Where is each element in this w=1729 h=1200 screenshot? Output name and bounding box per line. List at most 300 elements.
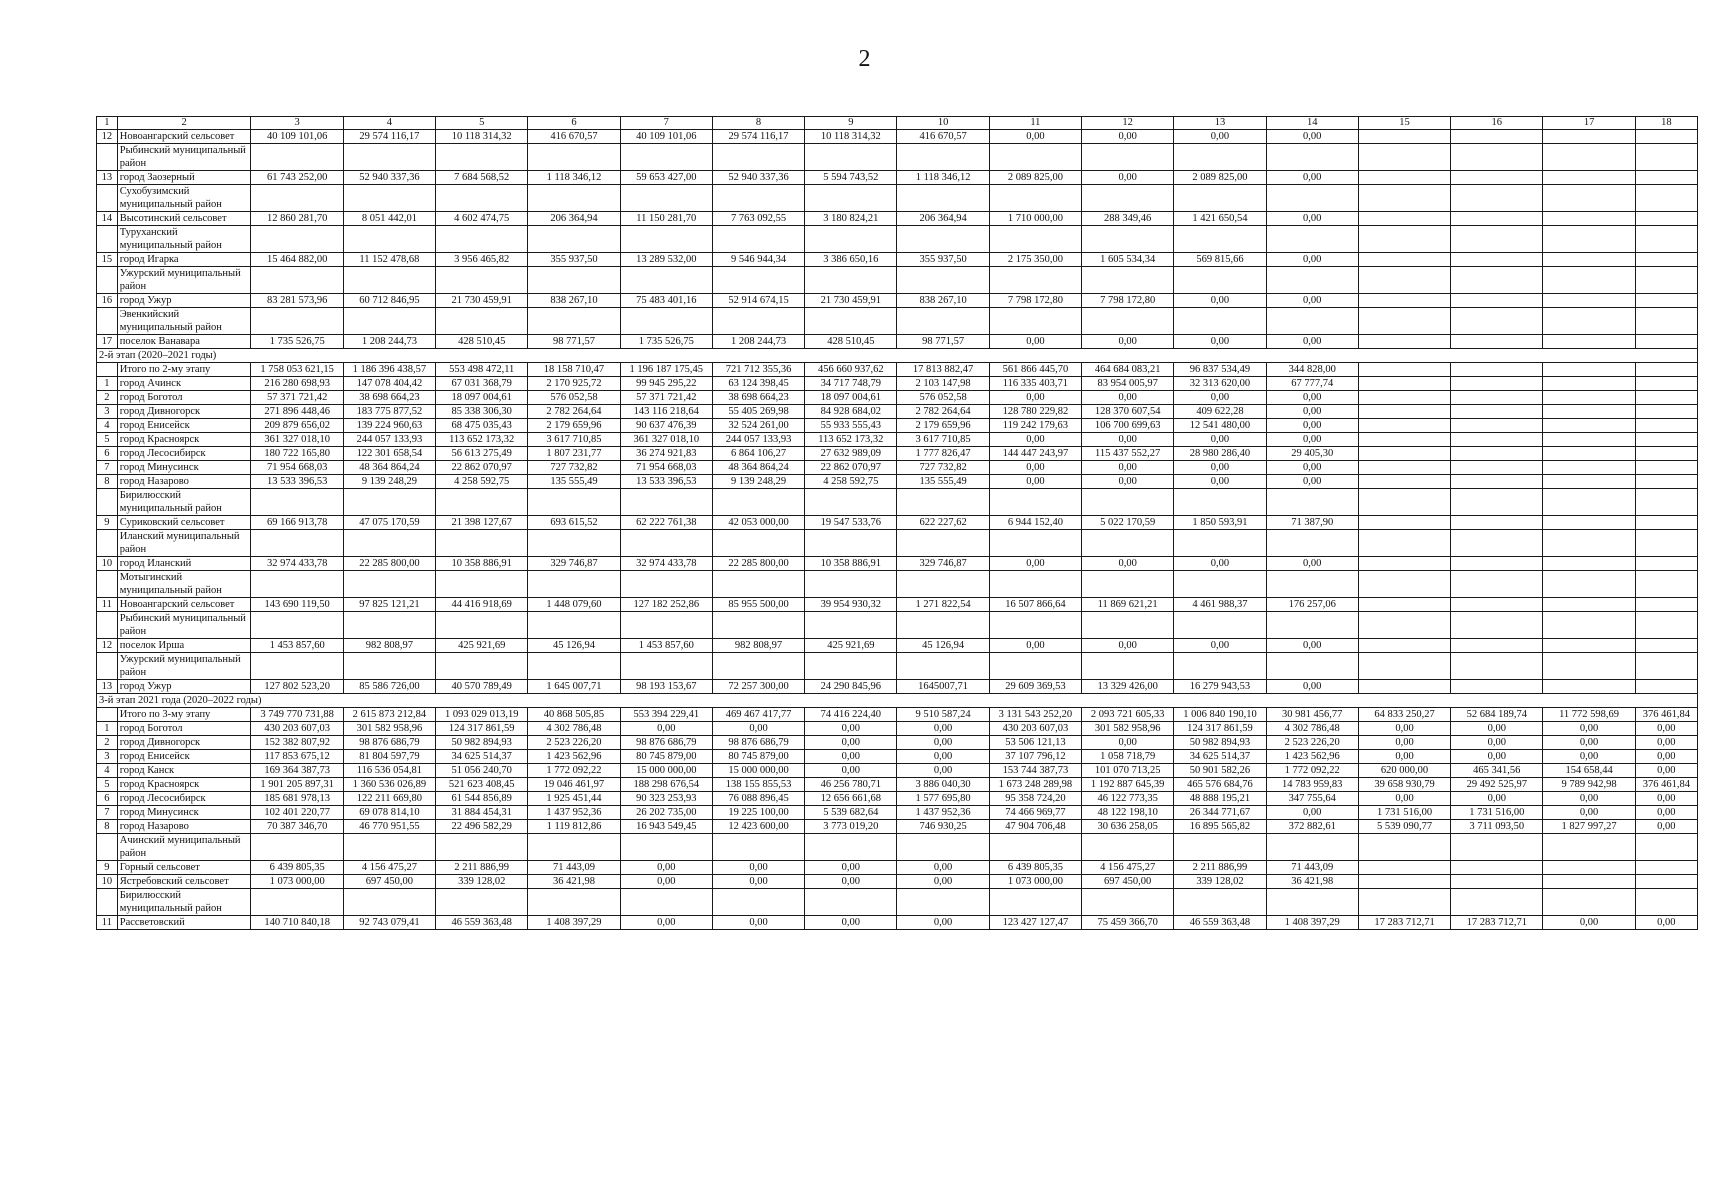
value-cell: 84 928 684,02: [805, 405, 897, 419]
value-cell: [1543, 557, 1635, 571]
district-header-row: [97, 571, 1698, 598]
value-cell: 122 211 669,80: [343, 792, 435, 806]
header-cell: 8: [712, 117, 804, 130]
value-cell: 169 364 387,73: [251, 764, 343, 778]
value-cell: 1 901 205 897,31: [251, 778, 343, 792]
municipality-name-cell: Ястребовский сельсовет: [117, 875, 251, 889]
empty-cell: [528, 489, 620, 516]
value-cell: 0,00: [712, 861, 804, 875]
row-number-cell: [97, 530, 118, 557]
value-cell: 0,00: [1543, 750, 1635, 764]
value-cell: [1358, 433, 1450, 447]
empty-cell: [897, 530, 989, 557]
table-row: [97, 130, 1698, 144]
empty-cell: [436, 889, 528, 916]
empty-cell: [1266, 889, 1358, 916]
value-cell: 0,00: [897, 750, 989, 764]
header-cell: 15: [1358, 117, 1450, 130]
value-cell: 469 467 417,77: [712, 708, 804, 722]
value-cell: 301 582 958,96: [1082, 722, 1174, 736]
value-cell: 50 982 894,93: [436, 736, 528, 750]
value-cell: 96 837 534,49: [1174, 363, 1266, 377]
value-cell: 29 492 525,97: [1451, 778, 1543, 792]
empty-cell: [528, 226, 620, 253]
empty-cell: [989, 571, 1081, 598]
value-cell: 1 208 244,73: [343, 335, 435, 349]
value-cell: 2 211 886,99: [436, 861, 528, 875]
empty-cell: [989, 185, 1081, 212]
value-cell: [1635, 335, 1697, 349]
value-cell: 1645007,71: [897, 680, 989, 694]
header-cell: 18: [1635, 117, 1697, 130]
row-number-cell: 15: [97, 253, 118, 267]
empty-cell: [620, 185, 712, 212]
empty-cell: [1082, 267, 1174, 294]
value-cell: [1451, 419, 1543, 433]
value-cell: 5 022 170,59: [1082, 516, 1174, 530]
value-cell: 188 298 676,54: [620, 778, 712, 792]
value-cell: 409 622,28: [1174, 405, 1266, 419]
value-cell: 22 862 070,97: [805, 461, 897, 475]
empty-cell: [620, 308, 712, 335]
empty-cell: [1082, 889, 1174, 916]
header-cell: 12: [1082, 117, 1174, 130]
value-cell: 2 782 264,64: [897, 405, 989, 419]
value-cell: 46 559 363,48: [1174, 916, 1266, 930]
value-cell: 6 439 805,35: [251, 861, 343, 875]
empty-cell: [528, 889, 620, 916]
stage-row: [97, 349, 1698, 363]
value-cell: [1543, 391, 1635, 405]
table-row: [97, 253, 1698, 267]
municipality-name-cell: Итого по 2-му этапу: [117, 363, 251, 377]
value-cell: 553 394 229,41: [620, 708, 712, 722]
value-cell: 10 118 314,32: [436, 130, 528, 144]
empty-cell: [343, 308, 435, 335]
value-cell: [1635, 377, 1697, 391]
municipality-name-cell: поселок Ванавара: [117, 335, 251, 349]
empty-cell: [251, 653, 343, 680]
value-cell: 0,00: [1635, 764, 1697, 778]
value-cell: 347 755,64: [1266, 792, 1358, 806]
value-cell: 1 453 857,60: [251, 639, 343, 653]
empty-cell: [712, 653, 804, 680]
value-cell: 428 510,45: [436, 335, 528, 349]
value-cell: 0,00: [1451, 750, 1543, 764]
empty-cell: [712, 144, 804, 171]
empty-cell: [1358, 834, 1450, 861]
value-cell: 61 743 252,00: [251, 171, 343, 185]
value-cell: 62 222 761,38: [620, 516, 712, 530]
value-cell: 456 660 937,62: [805, 363, 897, 377]
district-header-row: [97, 144, 1698, 171]
table-row: [97, 377, 1698, 391]
stage-title-cell: 2-й этап (2020–2021 годы): [97, 349, 1698, 363]
value-cell: [1635, 598, 1697, 612]
value-cell: 36 421,98: [528, 875, 620, 889]
table-row: [97, 861, 1698, 875]
value-cell: 0,00: [1174, 433, 1266, 447]
row-number-cell: 9: [97, 861, 118, 875]
value-cell: 113 652 173,32: [805, 433, 897, 447]
value-cell: 74 416 224,40: [805, 708, 897, 722]
value-cell: 1 423 562,96: [528, 750, 620, 764]
value-cell: 1 437 952,36: [528, 806, 620, 820]
value-cell: [1635, 405, 1697, 419]
empty-cell: [1543, 653, 1635, 680]
empty-cell: [1635, 144, 1697, 171]
value-cell: 68 475 035,43: [436, 419, 528, 433]
value-cell: 98 876 686,79: [343, 736, 435, 750]
value-cell: 5 594 743,52: [805, 171, 897, 185]
value-cell: 28 980 286,40: [1174, 447, 1266, 461]
value-cell: 6 864 106,27: [712, 447, 804, 461]
value-cell: 24 290 845,96: [805, 680, 897, 694]
empty-cell: [1451, 267, 1543, 294]
value-cell: [1543, 447, 1635, 461]
row-number-cell: [97, 571, 118, 598]
value-cell: 15 464 882,00: [251, 253, 343, 267]
row-number-cell: 1: [97, 722, 118, 736]
header-cell: 7: [620, 117, 712, 130]
table-row: [97, 335, 1698, 349]
header-cell: 11: [989, 117, 1081, 130]
empty-cell: [1266, 308, 1358, 335]
stage-row: [97, 694, 1698, 708]
row-number-cell: 7: [97, 461, 118, 475]
district-name-cell: Бирилюсский муниципальный район: [117, 889, 251, 916]
value-cell: [1543, 363, 1635, 377]
empty-cell: [1082, 834, 1174, 861]
value-cell: 1 119 812,86: [528, 820, 620, 834]
value-cell: 0,00: [620, 916, 712, 930]
value-cell: 0,00: [1451, 722, 1543, 736]
empty-cell: [1358, 530, 1450, 557]
value-cell: 1 186 396 438,57: [343, 363, 435, 377]
value-cell: 3 886 040,30: [897, 778, 989, 792]
row-number-cell: 6: [97, 447, 118, 461]
municipality-name-cell: Рассветовский: [117, 916, 251, 930]
value-cell: 0,00: [1635, 722, 1697, 736]
value-cell: 1 827 997,27: [1543, 820, 1635, 834]
value-cell: [1358, 419, 1450, 433]
header-cell: 6: [528, 117, 620, 130]
empty-cell: [897, 571, 989, 598]
value-cell: 0,00: [805, 916, 897, 930]
value-cell: [1358, 461, 1450, 475]
empty-cell: [712, 834, 804, 861]
empty-cell: [897, 308, 989, 335]
value-cell: [1451, 598, 1543, 612]
row-number-cell: 16: [97, 294, 118, 308]
value-cell: 0,00: [1266, 130, 1358, 144]
value-cell: 22 285 800,00: [712, 557, 804, 571]
row-number-cell: 13: [97, 680, 118, 694]
empty-cell: [1266, 185, 1358, 212]
value-cell: 101 070 713,25: [1082, 764, 1174, 778]
table-row: [97, 750, 1698, 764]
empty-cell: [1635, 889, 1697, 916]
value-cell: 15 000 000,00: [712, 764, 804, 778]
value-cell: 0,00: [897, 764, 989, 778]
value-cell: [1451, 377, 1543, 391]
empty-cell: [897, 889, 989, 916]
value-cell: 75 483 401,16: [620, 294, 712, 308]
empty-cell: [436, 267, 528, 294]
value-cell: 80 745 879,00: [712, 750, 804, 764]
value-cell: 37 107 796,12: [989, 750, 1081, 764]
value-cell: [1543, 377, 1635, 391]
value-cell: [1451, 335, 1543, 349]
empty-cell: [712, 185, 804, 212]
empty-cell: [343, 653, 435, 680]
value-cell: 67 777,74: [1266, 377, 1358, 391]
value-cell: 13 289 532,00: [620, 253, 712, 267]
value-cell: 1 673 248 289,98: [989, 778, 1081, 792]
value-cell: 46 559 363,48: [436, 916, 528, 930]
row-number-cell: 8: [97, 475, 118, 489]
value-cell: 561 866 445,70: [989, 363, 1081, 377]
municipality-name-cell: город Боготол: [117, 722, 251, 736]
value-cell: 1 710 000,00: [989, 212, 1081, 226]
header-cell: 5: [436, 117, 528, 130]
value-cell: 135 555,49: [897, 475, 989, 489]
empty-cell: [712, 571, 804, 598]
value-cell: 143 690 119,50: [251, 598, 343, 612]
empty-cell: [1174, 226, 1266, 253]
value-cell: 38 698 664,23: [712, 391, 804, 405]
empty-cell: [620, 226, 712, 253]
row-number-cell: 1: [97, 377, 118, 391]
empty-cell: [712, 889, 804, 916]
value-cell: 22 496 582,29: [436, 820, 528, 834]
value-cell: 465 576 684,76: [1174, 778, 1266, 792]
value-cell: [1451, 475, 1543, 489]
empty-cell: [1174, 185, 1266, 212]
empty-cell: [436, 530, 528, 557]
value-cell: 52 914 674,15: [712, 294, 804, 308]
value-cell: 47 904 706,48: [989, 820, 1081, 834]
value-cell: 185 681 978,13: [251, 792, 343, 806]
empty-cell: [897, 834, 989, 861]
value-cell: 1 408 397,29: [1266, 916, 1358, 930]
value-cell: 176 257,06: [1266, 598, 1358, 612]
value-cell: 9 139 248,29: [343, 475, 435, 489]
value-cell: 361 327 018,10: [620, 433, 712, 447]
value-cell: 154 658,44: [1543, 764, 1635, 778]
empty-cell: [1174, 571, 1266, 598]
value-cell: 36 421,98: [1266, 875, 1358, 889]
value-cell: 13 533 396,53: [251, 475, 343, 489]
empty-cell: [1082, 144, 1174, 171]
header-cell: 9: [805, 117, 897, 130]
empty-cell: [1082, 226, 1174, 253]
value-cell: 2 615 873 212,84: [343, 708, 435, 722]
municipality-name-cell: город Назарово: [117, 475, 251, 489]
value-cell: 620 000,00: [1358, 764, 1450, 778]
row-number-cell: [97, 308, 118, 335]
empty-cell: [989, 308, 1081, 335]
value-cell: 40 570 789,49: [436, 680, 528, 694]
value-cell: 0,00: [1266, 335, 1358, 349]
value-cell: 18 097 004,61: [436, 391, 528, 405]
value-cell: [1635, 461, 1697, 475]
value-cell: 209 879 656,02: [251, 419, 343, 433]
empty-cell: [712, 530, 804, 557]
value-cell: 74 466 969,77: [989, 806, 1081, 820]
empty-cell: [1543, 834, 1635, 861]
value-cell: 622 227,62: [897, 516, 989, 530]
table-row: [97, 516, 1698, 530]
row-number-cell: 9: [97, 516, 118, 530]
value-cell: 38 698 664,23: [343, 391, 435, 405]
value-cell: 17 283 712,71: [1451, 916, 1543, 930]
value-cell: 2 523 226,20: [528, 736, 620, 750]
empty-cell: [343, 571, 435, 598]
row-number-cell: 11: [97, 598, 118, 612]
value-cell: [1358, 639, 1450, 653]
empty-cell: [436, 308, 528, 335]
empty-cell: [436, 489, 528, 516]
empty-cell: [620, 653, 712, 680]
district-header-row: [97, 489, 1698, 516]
value-cell: 123 427 127,47: [989, 916, 1081, 930]
table-row: [97, 916, 1698, 930]
value-cell: 98 876 686,79: [712, 736, 804, 750]
value-cell: 0,00: [620, 861, 712, 875]
value-cell: 117 853 675,12: [251, 750, 343, 764]
table-row: [97, 405, 1698, 419]
empty-cell: [805, 185, 897, 212]
empty-cell: [1082, 571, 1174, 598]
empty-cell: [1635, 571, 1697, 598]
value-cell: 144 447 243,97: [989, 447, 1081, 461]
empty-cell: [251, 185, 343, 212]
value-cell: 0,00: [1266, 253, 1358, 267]
value-cell: 1 758 053 621,15: [251, 363, 343, 377]
empty-cell: [989, 267, 1081, 294]
empty-cell: [436, 571, 528, 598]
empty-cell: [1266, 571, 1358, 598]
value-cell: [1358, 171, 1450, 185]
empty-cell: [989, 144, 1081, 171]
empty-cell: [1174, 530, 1266, 557]
value-cell: 1 118 346,12: [897, 171, 989, 185]
empty-cell: [620, 612, 712, 639]
district-header-row: [97, 834, 1698, 861]
empty-cell: [989, 612, 1081, 639]
empty-cell: [1174, 889, 1266, 916]
empty-cell: [1174, 834, 1266, 861]
empty-cell: [1266, 653, 1358, 680]
value-cell: 0,00: [897, 722, 989, 736]
value-cell: 4 258 592,75: [805, 475, 897, 489]
value-cell: 46 122 773,35: [1082, 792, 1174, 806]
empty-cell: [1543, 612, 1635, 639]
municipality-name-cell: Высотинский сельсовет: [117, 212, 251, 226]
value-cell: [1635, 861, 1697, 875]
value-cell: 0,00: [1635, 916, 1697, 930]
value-cell: 69 166 913,78: [251, 516, 343, 530]
budget-table-container: [96, 116, 1698, 930]
district-name-cell: Бирилюсский муниципальный район: [117, 489, 251, 516]
value-cell: [1635, 294, 1697, 308]
value-cell: [1543, 680, 1635, 694]
value-cell: 344 828,00: [1266, 363, 1358, 377]
value-cell: [1358, 377, 1450, 391]
empty-cell: [343, 489, 435, 516]
row-number-cell: [97, 363, 118, 377]
header-cell: 14: [1266, 117, 1358, 130]
value-cell: 124 317 861,59: [436, 722, 528, 736]
value-cell: 1 421 650,54: [1174, 212, 1266, 226]
district-name-cell: Иланский муниципальный район: [117, 530, 251, 557]
table-row: [97, 778, 1698, 792]
value-cell: 26 344 771,67: [1174, 806, 1266, 820]
value-cell: 18 158 710,47: [528, 363, 620, 377]
value-cell: 116 536 054,81: [343, 764, 435, 778]
value-cell: 48 122 198,10: [1082, 806, 1174, 820]
value-cell: 27 632 989,09: [805, 447, 897, 461]
value-cell: 29 609 369,53: [989, 680, 1081, 694]
value-cell: 34 625 514,37: [436, 750, 528, 764]
municipality-name-cell: поселок Ирша: [117, 639, 251, 653]
value-cell: 521 623 408,45: [436, 778, 528, 792]
value-cell: 0,00: [1266, 391, 1358, 405]
value-cell: 12 541 480,00: [1174, 419, 1266, 433]
empty-cell: [805, 308, 897, 335]
empty-cell: [1174, 489, 1266, 516]
empty-cell: [1358, 889, 1450, 916]
value-cell: 0,00: [1635, 820, 1697, 834]
value-cell: [1635, 171, 1697, 185]
empty-cell: [805, 530, 897, 557]
empty-cell: [343, 226, 435, 253]
value-cell: 36 274 921,83: [620, 447, 712, 461]
empty-cell: [1174, 308, 1266, 335]
empty-cell: [1174, 267, 1266, 294]
value-cell: 71 954 668,03: [251, 461, 343, 475]
value-cell: 92 743 079,41: [343, 916, 435, 930]
empty-cell: [1635, 653, 1697, 680]
value-cell: 1 772 092,22: [1266, 764, 1358, 778]
value-cell: 14 783 959,83: [1266, 778, 1358, 792]
empty-cell: [897, 612, 989, 639]
empty-cell: [1174, 612, 1266, 639]
value-cell: 4 302 786,48: [528, 722, 620, 736]
value-cell: 81 804 597,79: [343, 750, 435, 764]
value-cell: 44 416 918,69: [436, 598, 528, 612]
empty-cell: [251, 144, 343, 171]
value-cell: [1358, 363, 1450, 377]
value-cell: 71 443,09: [528, 861, 620, 875]
value-cell: 11 869 621,21: [1082, 598, 1174, 612]
value-cell: 0,00: [989, 475, 1081, 489]
empty-cell: [1451, 308, 1543, 335]
district-name-cell: Рыбинский муниципальный район: [117, 612, 251, 639]
row-number-cell: [97, 612, 118, 639]
empty-cell: [1358, 226, 1450, 253]
value-cell: [1358, 557, 1450, 571]
value-cell: 2 782 264,64: [528, 405, 620, 419]
value-cell: [1358, 405, 1450, 419]
value-cell: [1358, 861, 1450, 875]
empty-cell: [343, 889, 435, 916]
value-cell: 0,00: [897, 916, 989, 930]
municipality-name-cell: город Игарка: [117, 253, 251, 267]
value-cell: 838 267,10: [897, 294, 989, 308]
value-cell: [1358, 253, 1450, 267]
